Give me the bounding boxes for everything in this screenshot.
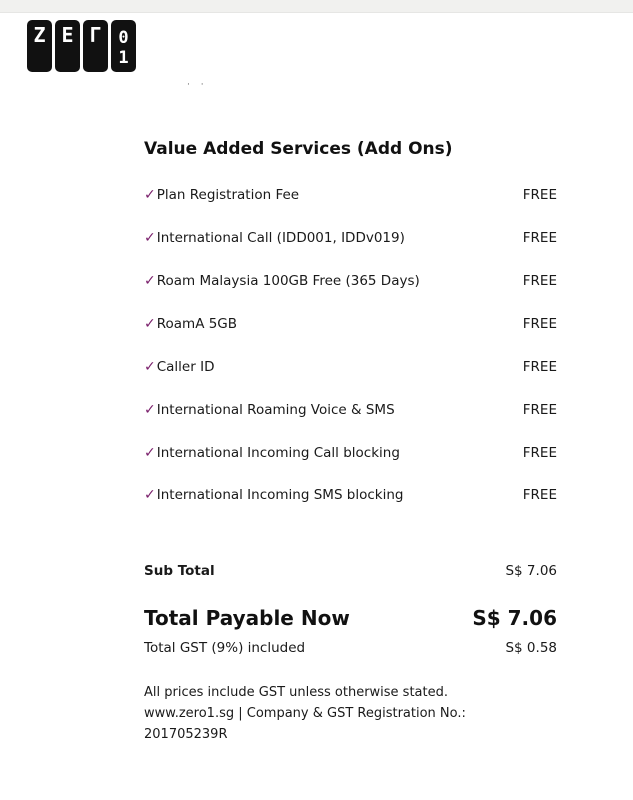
addon-item-price: FREE [522,316,557,332]
addon-item [144,443,557,463]
gst-value: S$ 0.58 [505,640,557,656]
checkmark-icon: ✓ [144,359,156,375]
addon-item-price: FREE [522,402,557,418]
addon-item [144,228,557,248]
logo-cell: E [55,20,80,72]
addon-item-label: Roam Malaysia 100GB Free (365 Days) [156,273,420,289]
checkmark-icon: ✓ [144,230,156,246]
zero1-logo [27,20,136,72]
checkmark-icon: ✓ [144,445,156,461]
subtotal-value: S$ 7.06 [505,563,557,579]
subtotal-label: Sub Total [144,563,215,579]
addon-item [144,314,557,334]
addon-item-label: International Roaming Voice & SMS [156,402,395,418]
total-value: S$ 7.06 [472,606,557,630]
addon-item [144,357,557,377]
footer-line: 201705239R [144,727,228,742]
addon-item [144,271,557,291]
subtotal-row [144,563,557,579]
addon-item-price: FREE [522,230,557,246]
addon-item-label: International Incoming SMS blocking [156,487,404,503]
footer-line: All prices include GST unless otherwise stated. [144,685,449,700]
addons-section-title: Value Added Services (Add Ons) [144,139,453,159]
footer-line: www.zero1.sg | Company & GST Registration No.: [144,706,466,721]
checkmark-icon: ✓ [144,402,156,418]
top-strip [0,0,633,13]
checkmark-icon: ✓ [144,273,156,289]
addon-item-label: International Call (IDD001, IDDv019) [156,230,405,246]
logo-cell: 0 1 [111,20,136,72]
total-row [144,606,557,630]
addon-item-price: FREE [522,187,557,203]
logo-cell: Z [27,20,52,72]
addon-item-price: FREE [522,487,557,503]
checkmark-icon: ✓ [144,316,156,332]
addon-item-label: Plan Registration Fee [156,187,300,203]
footer-note [144,682,524,745]
addon-item-price: FREE [522,445,557,461]
addon-item-price: FREE [522,359,557,375]
addon-item-price: FREE [522,273,557,289]
addon-item-label: International Incoming Call blocking [156,445,400,461]
checkmark-icon: ✓ [144,487,156,503]
checkmark-icon: ✓ [144,187,156,203]
addon-item [144,485,557,505]
gst-label: Total GST (9%) included [144,640,306,656]
addon-item-label: RoamA 5GB [156,316,238,332]
addon-item [144,185,557,205]
cut-off-dots: · · [187,80,208,90]
addon-item [144,400,557,420]
gst-row [144,640,557,656]
logo-cell: Γ [83,20,108,72]
total-label: Total Payable Now [144,606,350,630]
addon-item-label: Caller ID [156,359,215,375]
